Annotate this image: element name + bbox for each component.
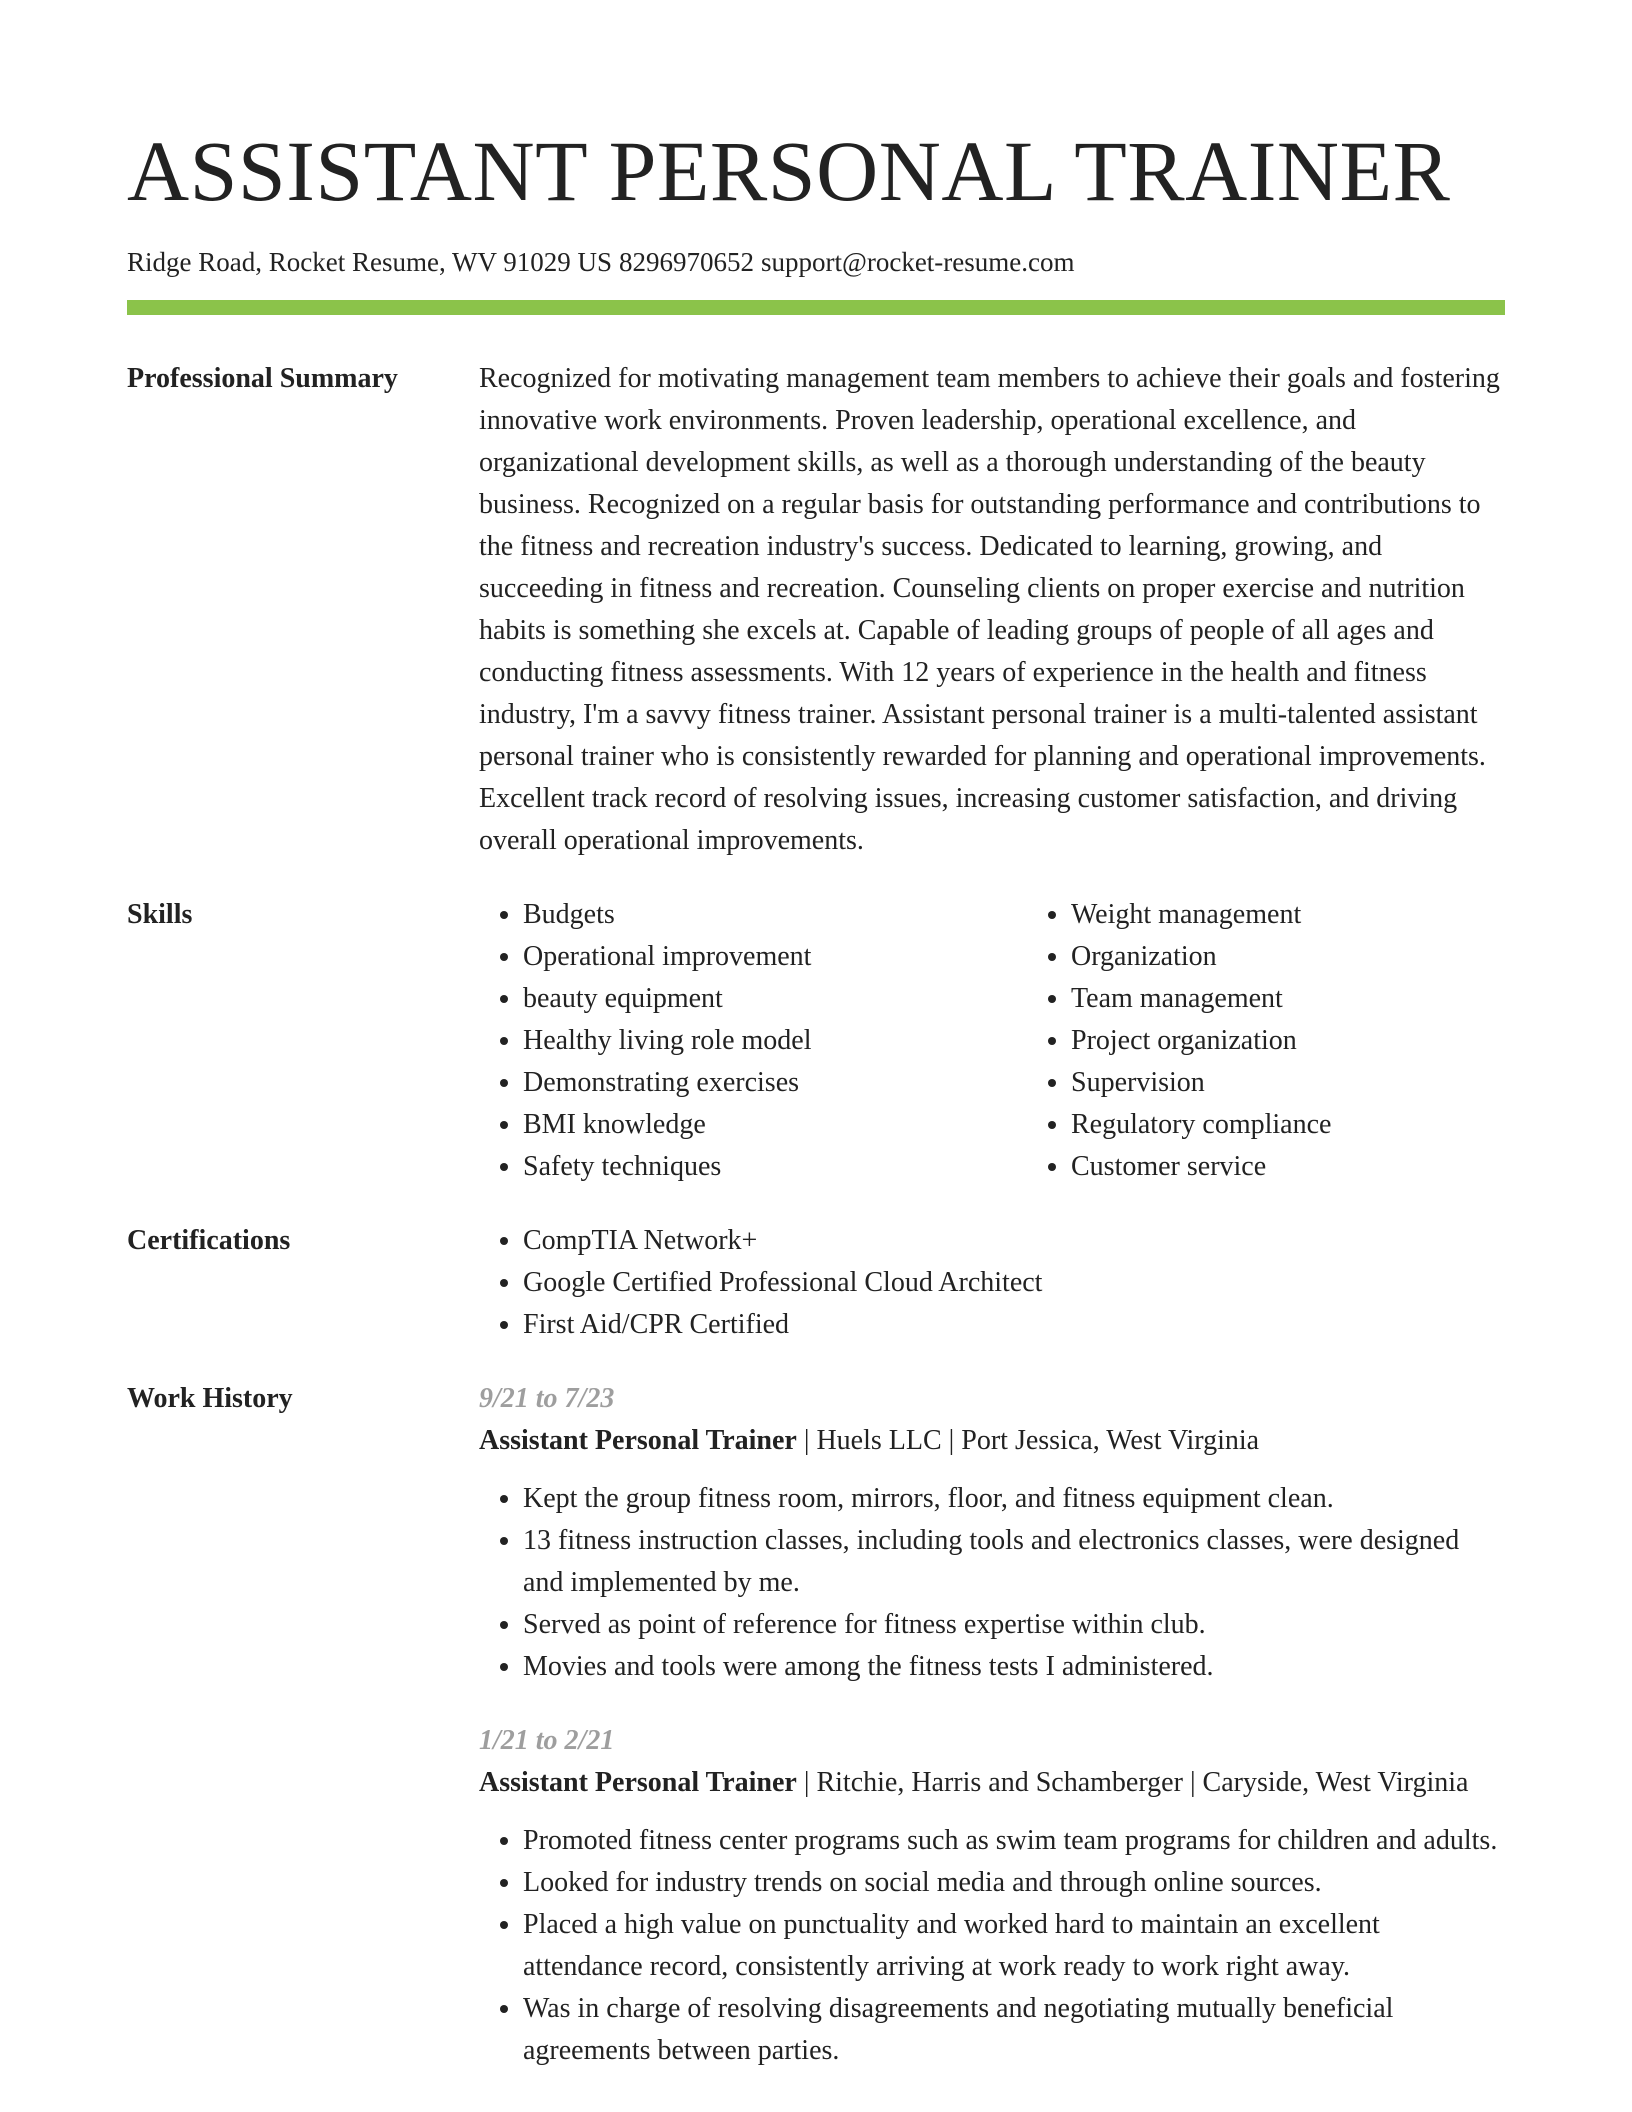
job-duty-item: • Placed a high value on punctuality and worked hard to maintain an excellent attendance record, consistently arriving at work ready to work right away. xyxy=(523,1904,1505,1988)
section-label-summary: Professional Summary xyxy=(127,363,398,395)
contact-address: Ridge Road, Rocket Resume, WV 91029 US xyxy=(127,247,612,277)
job-company: Huels LLC xyxy=(816,1425,942,1457)
job-duty-item: • Promoted fitness center programs such as swim team programs for children and adults. xyxy=(523,1820,1505,1862)
job-header-line xyxy=(479,1420,1505,1462)
job-header-line xyxy=(479,1762,1505,1804)
summary-body xyxy=(479,358,1505,862)
skill-item: • Supervision xyxy=(1071,1062,1505,1104)
job-duties-list xyxy=(479,1820,1505,2072)
job-dates: 9/21 to 7/23 xyxy=(479,1383,615,1415)
job-duty-item: • Movies and tools were among the fitness tests I administered. xyxy=(523,1646,1505,1688)
job-location: Port Jessica, West Virginia xyxy=(961,1425,1260,1457)
job-duties-list xyxy=(479,1478,1505,1688)
job-duty-item: • Was in charge of resolving disagreements and negotiating mutually beneficial agreements between parties. xyxy=(523,1988,1505,2072)
job-separator: | xyxy=(1189,1767,1203,1799)
section-label-certifications: Certifications xyxy=(127,1225,291,1257)
professional-summary-section xyxy=(127,358,1505,862)
skill-item: • Customer service xyxy=(1071,1146,1505,1188)
skills-body xyxy=(479,894,1505,1188)
section-label-work-history: Work History xyxy=(127,1383,293,1415)
job-title: Assistant Personal Trainer xyxy=(479,1767,797,1799)
skill-item: • Project organization xyxy=(1071,1020,1505,1062)
work-history-section xyxy=(127,1378,1505,2104)
section-label-skills: Skills xyxy=(127,899,193,931)
skill-item: • Operational improvement xyxy=(523,936,1027,978)
job-duty-item: • Served as point of reference for fitness expertise within club. xyxy=(523,1604,1505,1646)
skill-item: • Healthy living role model xyxy=(523,1020,1027,1062)
job-separator: | xyxy=(948,1425,962,1457)
summary-text: Recognized for motivating management team members to achieve their goals and fostering innovative work environments. Proven leadership, operational excellence, and organizational development skills, as well as a thorough understanding of the beauty business. Recognized on a regular basis for outstanding performance and contributions to the fitness and recreation industry's success. Dedicated to learning, growing, and succeeding in fitness and recreation. Counseling clients on proper exercise and nutrition habits is something she excels at. Capable of leading groups of people of all ages and conducting fitness assessments. With 12 years of experience in the health and fitness industry, I'm a savvy fitness trainer. Assistant personal trainer is a multi-talented assistant personal trainer who is consistently rewarded for planning and operational improvements. Excellent track record of resolving issues, increasing customer satisfaction, and driving overall operational improvements. xyxy=(479,363,1500,857)
job-company: Ritchie, Harris and Schamberger xyxy=(816,1767,1183,1799)
contact-phone: 8296970652 xyxy=(618,247,754,277)
job-dates: 1/21 to 2/21 xyxy=(479,1725,615,1757)
resume-page xyxy=(127,110,1505,2104)
certification-item: • First Aid/CPR Certified xyxy=(523,1304,1505,1346)
skill-item: • beauty equipment xyxy=(523,978,1027,1020)
job-separator: | xyxy=(803,1425,817,1457)
contact-line xyxy=(127,246,1505,278)
job-duty-item: • Looked for industry trends on social media and through online sources. xyxy=(523,1862,1505,1904)
job-title: Assistant Personal Trainer xyxy=(479,1425,797,1457)
certification-item: • CompTIA Network+ xyxy=(523,1220,1505,1262)
skill-item: • Regulatory compliance xyxy=(1071,1104,1505,1146)
job-separator: | xyxy=(803,1767,817,1799)
job-entry xyxy=(479,1720,1505,2072)
certifications-body xyxy=(479,1220,1505,1346)
contact-email: support@rocket-resume.com xyxy=(760,247,1075,277)
skill-item: • Weight management xyxy=(1071,894,1505,936)
skill-item: • BMI knowledge xyxy=(523,1104,1027,1146)
page-title: ASSISTANT PERSONAL TRAINER xyxy=(127,123,1451,219)
skills-section xyxy=(127,894,1505,1188)
skill-item: • Budgets xyxy=(523,894,1027,936)
skill-item: • Team management xyxy=(1071,978,1505,1020)
header-divider xyxy=(127,300,1505,315)
certification-item: • Google Certified Professional Cloud Architect xyxy=(523,1262,1505,1304)
skill-item: • Demonstrating exercises xyxy=(523,1062,1027,1104)
skill-item: • Safety techniques xyxy=(523,1146,1027,1188)
certifications-list xyxy=(479,1220,1505,1346)
job-duty-item: • 13 fitness instruction classes, including tools and electronics classes, were designed and implemented by me. xyxy=(523,1520,1505,1604)
work-history-body xyxy=(479,1378,1505,2104)
certifications-section xyxy=(127,1220,1505,1346)
resume-header xyxy=(127,123,1505,315)
skills-list-right xyxy=(1027,894,1505,1188)
job-duty-item: • Kept the group fitness room, mirrors, floor, and fitness equipment clean. xyxy=(523,1478,1505,1520)
job-location: Caryside, West Virginia xyxy=(1202,1767,1469,1799)
job-entry xyxy=(479,1378,1505,1688)
skill-item: • Organization xyxy=(1071,936,1505,978)
skills-list-left xyxy=(479,894,1027,1188)
